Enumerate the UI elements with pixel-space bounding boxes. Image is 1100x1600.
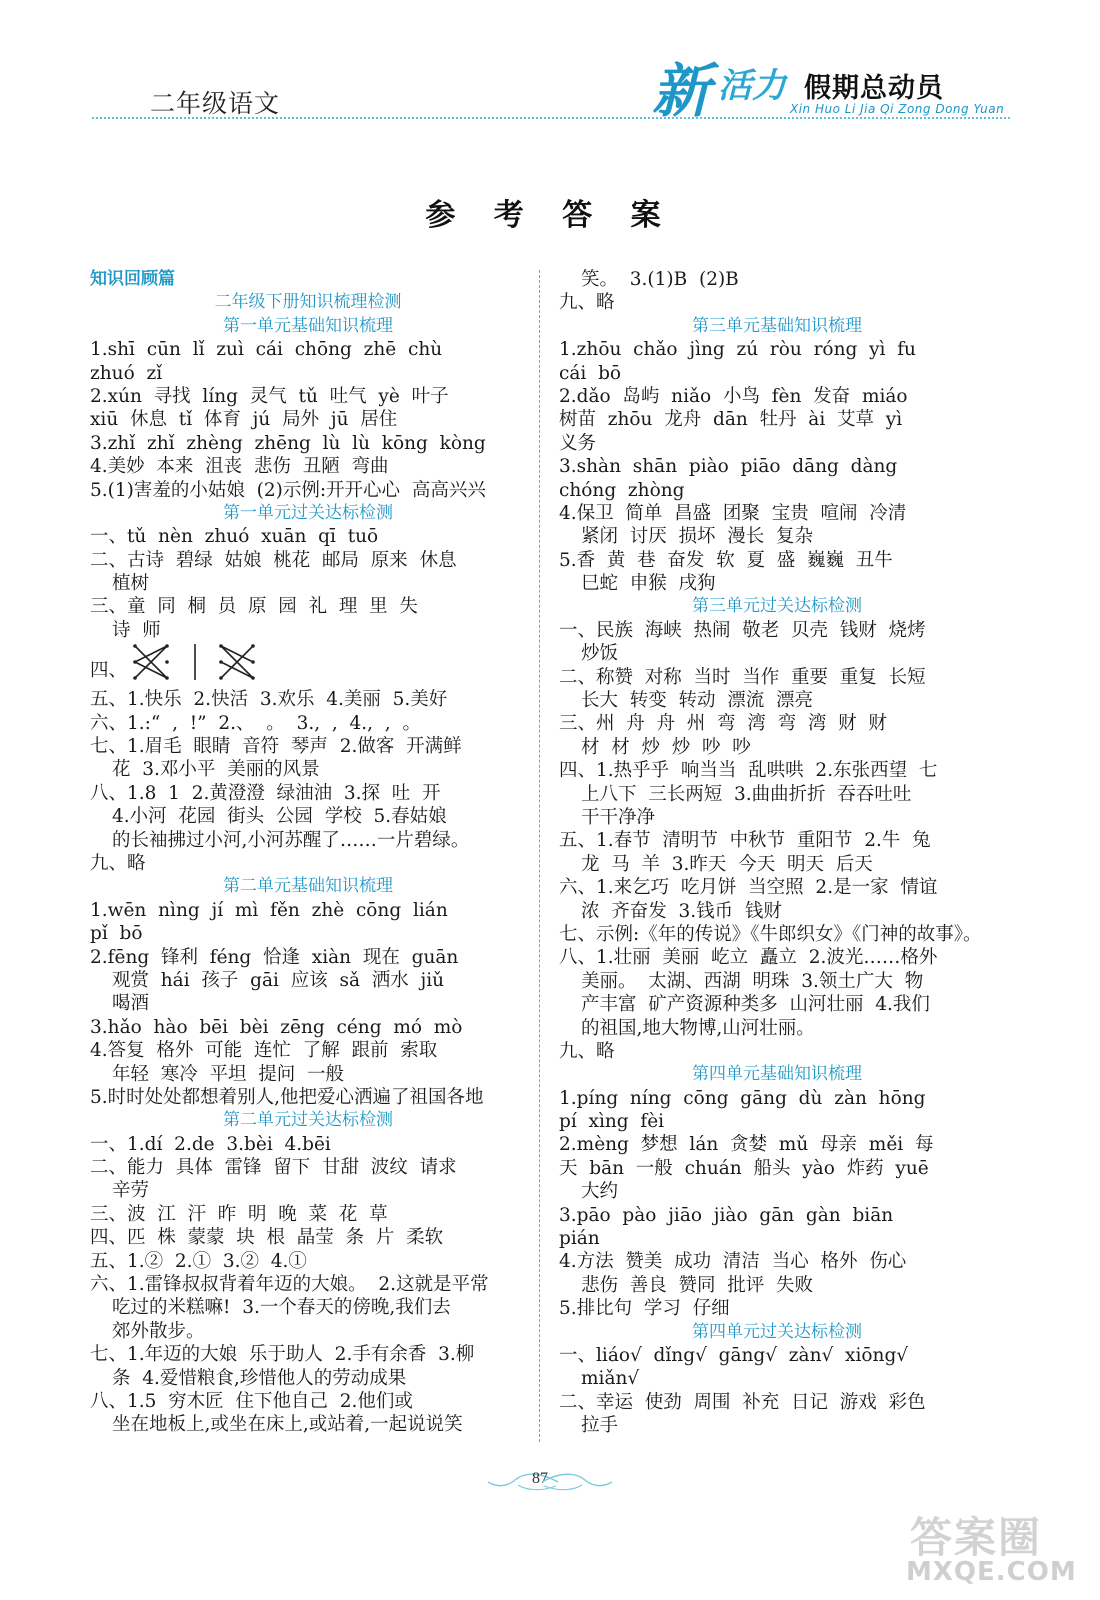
logo-xin: 新 (652, 57, 711, 125)
answer-line: 一、1.dí 2.de 3.bèi 4.bēi (90, 1133, 331, 1155)
section-heading: 第二单元过关达标检测 (223, 1110, 393, 1131)
header-divider (92, 117, 1010, 119)
answer-line: 4.小河 花园 街头 公园 学校 5.春姑娘 (112, 806, 447, 828)
right-flourish-icon (540, 1468, 630, 1496)
answer-line: 一、liáo√ dǐng√ gāng√ zàn√ xiōng√ (559, 1344, 909, 1366)
answer-line: 拉手 (581, 1415, 619, 1437)
answer-line: 2.mèng 梦想 lán 贪婪 mǔ 母亲 měi 每 (559, 1134, 934, 1156)
answer-line: 龙 马 羊 3.昨天 今天 明天 后天 (581, 853, 873, 875)
page-number: 87 (532, 1470, 548, 1487)
answer-line: 天 bān 一般 chuán 船头 yào 炸药 yuē (559, 1157, 929, 1179)
answer-line: 四、 (90, 642, 526, 688)
answer-line: 五、1.② 2.① 3.② 4.① (90, 1250, 307, 1272)
answer-line: 三、波 江 汗 昨 明 晚 菜 花 草 (90, 1203, 388, 1225)
answer-line: 六、1.:“ , !” 2.、 。 3., , 4., , 。 (90, 712, 421, 734)
answer-line: 3.pāo pào jiāo jiào gān gàn biān (559, 1204, 894, 1226)
answer-line: 长大 转变 转动 漂流 漂亮 (581, 690, 814, 712)
answer-line: 六、1.来乞巧 吃月饼 当空照 2.是一家 情谊 (559, 877, 938, 899)
answer-line: 1.píng níng cōng gāng dù zàn hōng (559, 1087, 926, 1109)
answer-line: 4.方法 赞美 成功 清洁 当心 格外 伤心 (559, 1251, 907, 1273)
watermark-logo (900, 1505, 1090, 1595)
answer-line: miǎn√ (581, 1368, 640, 1390)
answer-column-right (559, 268, 995, 1438)
answer-line: 美丽。 太湖、西湖 明珠 3.领土广大 物 (581, 970, 924, 992)
answer-line: chóng zhòng (559, 479, 685, 501)
answer-line: 3.zhǐ zhǐ zhèng zhēng lù lù kōng kòng (90, 432, 486, 454)
section-heading: 第三单元过关达标检测 (692, 596, 862, 617)
answer-line: 辛劳 (112, 1180, 150, 1202)
answer-line: 九、略 (559, 1040, 615, 1062)
answer-line: 5.时时处处都想着别人,他把爱心洒遍了祖国各地 (90, 1086, 484, 1108)
answer-line: 1.zhōu chǎo jìng zú ròu róng yì fu (559, 339, 916, 361)
answer-line: xiū 休息 tǐ 体育 jú 局外 jū 居住 (90, 409, 398, 431)
answer-line: 2.xún 寻找 líng 灵气 tǔ 吐气 yè 叶子 (90, 385, 449, 407)
answer-line: 观赏 hái 孩子 gāi 应该 sǎ 洒水 jiǔ (112, 969, 445, 991)
grade-label: 二年级语文 (150, 89, 281, 118)
answer-line: 2.dǎo 岛屿 niǎo 小鸟 fèn 发奋 miáo (559, 385, 908, 407)
answer-line: 二、幸运 使劲 周围 补充 日记 游戏 彩色 (559, 1391, 926, 1413)
part-heading: 知识回顾篇 (90, 269, 175, 289)
answer-line: 二、能力 具体 雷锋 留下 甘甜 波纹 请求 (90, 1157, 457, 1179)
answer-line: 炒饭 (581, 643, 619, 665)
answer-line: 5.(1)害羞的小姑娘 (2)示例:开开心心 高高兴兴 (90, 479, 486, 501)
answer-line: 5.排比句 学习 仔细 (559, 1298, 730, 1320)
answer-line: 干干净净 (581, 806, 656, 828)
answer-line: 材 材 炒 炒 吵 吵 (581, 736, 751, 758)
logo-main-text: 假期总动员 (804, 73, 944, 104)
watermark-url-text: MXQE.COM (906, 1557, 1077, 1587)
answer-line: 浓 齐奋发 3.钱币 钱财 (581, 900, 782, 922)
answer-line: 九、略 (559, 292, 615, 314)
answer-line: 4.保卫 简单 昌盛 团聚 宝贵 喧闹 冷清 (559, 502, 907, 524)
answer-line: 一、民族 海峡 热闹 敬老 贝壳 钱财 烧烤 (559, 619, 926, 641)
answer-line: 诗 师 (112, 619, 161, 641)
answer-line: 巳蛇 申猴 戌狗 (581, 573, 716, 595)
page-header (0, 0, 1100, 130)
answer-line: pí xìng fèi (559, 1111, 665, 1133)
answer-line: 悲伤 善良 赞同 批评 失败 (581, 1274, 814, 1296)
answer-line: 条 4.爱惜粮食,珍惜他人的劳动成果 (112, 1367, 407, 1389)
answer-line: 五、1.春节 清明节 中秋节 重阳节 2.牛 兔 (559, 830, 931, 852)
answer-line: 八、1.8 1 2.黄澄澄 绿油油 3.探 吐 开 (90, 782, 441, 804)
answer-line: 七、1.眉毛 眼睛 音符 琴声 2.做客 开满鲜 (90, 736, 462, 758)
section-heading: 第二单元基础知识梳理 (223, 876, 393, 897)
answer-line: 三、童 同 桐 员 原 园 礼 理 里 失 (90, 596, 418, 618)
answer-line: 大约 (581, 1181, 619, 1203)
logo-huoli: 活力 (718, 66, 786, 106)
answer-line: 上八下 三长两短 3.曲曲折折 吞吞吐吐 (581, 783, 912, 805)
answer-column-left (90, 268, 526, 1437)
answer-line: 五、1.快乐 2.快活 3.欢乐 4.美丽 5.美好 (90, 689, 448, 711)
answer-line: 喝酒 (112, 993, 150, 1015)
answer-line: 紧闭 讨厌 损坏 漫长 复杂 (581, 526, 814, 548)
answer-line: 1.wēn nìng jí mì fěn zhè cōng lián (90, 899, 448, 921)
answer-line: 二、称赞 对称 当时 当作 重要 重复 长短 (559, 666, 926, 688)
answer-line: 产丰富 矿产资源种类多 山河壮丽 4.我们 (581, 994, 930, 1016)
answer-line: 1.shī cūn lǐ zuì cái chōng zhē chù (90, 339, 443, 361)
brand-logo (652, 52, 1005, 125)
answer-line: 植树 (112, 573, 150, 595)
answer-line: 七、示例:《年的传说》《牛郎织女》《门神的故事》。 (559, 923, 982, 945)
answer-line: 义务 (559, 432, 597, 454)
page-footer (0, 1462, 1100, 1502)
matching-lines-icon (129, 642, 261, 682)
answer-line: 3.hǎo hào bēi bèi zēng céng mó mò (90, 1016, 463, 1038)
answer-line: 八、1.5 穷木匠 住下他自己 2.他们或 (90, 1390, 413, 1412)
answer-line: 八、1.壮丽 美丽 屹立 矗立 2.波光……格外 (559, 947, 938, 969)
answer-line: 2.fēng 锋利 féng 恰逢 xiàn 现在 guān (90, 946, 459, 968)
answer-line: 二、古诗 碧绿 姑娘 桃花 邮局 原来 休息 (90, 549, 457, 571)
answer-line: zhuó zǐ (90, 362, 163, 384)
answer-line: 的长袖拂过小河,小河苏醒了……一片碧绿。 (112, 829, 470, 851)
section-heading: 第一单元基础知识梳理 (223, 315, 393, 336)
answer-line: 吃过的米糕嘛! 3.一个春天的傍晚,我们去 (112, 1297, 451, 1319)
section-heading: 第一单元过关达标检测 (223, 502, 393, 523)
answer-line: pián (559, 1228, 600, 1250)
answer-line: 四、匹 株 蒙蒙 块 根 晶莹 条 片 柔软 (90, 1227, 444, 1249)
answer-line: 一、tǔ nèn zhuó xuān qī tuō (90, 526, 379, 548)
answer-line: 笑。 3.(1)B (2)B (581, 269, 739, 290)
answer-line: 四、1.热乎乎 响当当 乱哄哄 2.东张西望 七 (559, 760, 938, 782)
section-heading: 第四单元基础知识梳理 (692, 1064, 862, 1085)
answer-line: 5.香 黄 巷 奋发 软 夏 盛 巍巍 丑牛 (559, 549, 893, 571)
watermark-top-text: 答案圈 (910, 1513, 1043, 1562)
answer-line: 花 3.邓小平 美丽的风景 (112, 759, 320, 781)
section-heading: 第四单元过关达标检测 (692, 1321, 862, 1342)
answer-line: 4.答复 格外 可能 连忙 了解 跟前 索取 (90, 1040, 438, 1062)
answer-line: 4.美妙 本来 沮丧 悲伤 丑陋 弯曲 (90, 456, 389, 478)
column-divider (539, 270, 540, 1442)
answer-line: 的祖国,地大物博,山河壮丽。 (581, 1017, 815, 1039)
answer-line: 九、略 (90, 852, 146, 874)
logo-pinyin-subtitle: Xin Huo Li Jia Qi Zong Dong Yuan (790, 102, 1005, 116)
answer-line: 郊外散步。 (112, 1320, 205, 1342)
answer-line: 六、1.雷锋叔叔背着年迈的大娘。 2.这就是平常 (90, 1274, 489, 1296)
answer-line: 七、1.年迈的大娘 乐于助人 2.手有余香 3.柳 (90, 1344, 475, 1366)
page-title: 参 考 答 案 (425, 198, 675, 233)
answer-line: 年轻 寒冷 平坦 提问 一般 (112, 1063, 345, 1085)
answer-line: 树苗 zhōu 龙舟 dān 牡丹 ài 艾草 yì (559, 409, 903, 431)
answer-line: 三、州 舟 舟 州 弯 湾 弯 湾 财 财 (559, 713, 887, 735)
section-heading: 第三单元基础知识梳理 (692, 315, 862, 336)
answer-line: pǐ bō (90, 923, 143, 945)
answer-line: cái bō (559, 362, 622, 384)
answer-line: 坐在地板上,或坐在床上,或站着,一起说说笑 (112, 1414, 463, 1436)
section-heading: 二年级下册知识梳理检测 (214, 292, 402, 313)
answer-line: 3.shàn shān piào piāo dāng dàng (559, 456, 898, 478)
